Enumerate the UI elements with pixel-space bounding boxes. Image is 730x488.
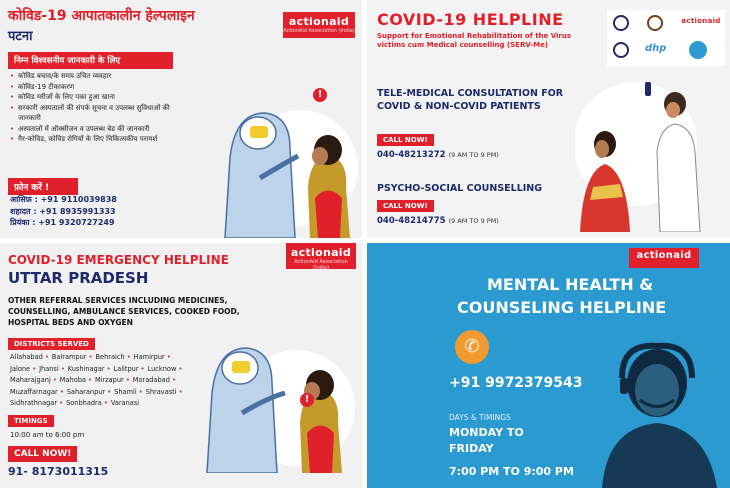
actionaid-logo: actionaid bbox=[629, 248, 699, 268]
info-heading: निम्न विश्वसनीय जानकारी के लिए bbox=[8, 52, 173, 69]
alert-icon: ! bbox=[313, 88, 327, 102]
poster-title: COVID-19 EMERGENCY HELPLINE bbox=[8, 253, 229, 267]
doctor-patient-illustration bbox=[575, 72, 725, 232]
call-now-button[interactable]: CALL NOW! bbox=[8, 446, 77, 462]
health-worker-illustration bbox=[197, 323, 362, 473]
alert-icon: ! bbox=[300, 393, 314, 407]
district-item: Moradabad • bbox=[133, 375, 176, 387]
timings-label: TIMINGS bbox=[8, 415, 54, 427]
partner-emblem-icon bbox=[647, 15, 663, 31]
list-item: • गैर-कोविड, कोविड रोगियों के लिए चिकित्सकीय परामर्श bbox=[10, 134, 185, 145]
call-now-button[interactable]: CALL NOW! bbox=[377, 134, 434, 146]
partner-emblem-icon bbox=[613, 42, 629, 58]
district-item: Mahoba • bbox=[60, 375, 92, 387]
district-item: Hamirpur • bbox=[134, 352, 171, 364]
district-item: Shravasti • bbox=[146, 387, 183, 399]
partner-emblem-icon bbox=[613, 15, 629, 31]
poster-title-line1: MENTAL HEALTH & bbox=[487, 275, 654, 294]
patna-helpline-poster bbox=[0, 0, 362, 238]
uttar-pradesh-helpline-poster bbox=[0, 243, 362, 488]
services-description: OTHER REFERRAL SERVICES INCLUDING MEDICINES, COUNSELLING, AMBULANCE SERVICES, COOKED FOOD, HOSPITAL BEDS AND OXYGEN bbox=[8, 296, 240, 327]
call-now-button[interactable]: CALL NOW! bbox=[377, 200, 434, 212]
partner-emblem-icon bbox=[689, 41, 707, 59]
info-list bbox=[10, 71, 185, 145]
timings-value: 10:00 am to 6:00 pm bbox=[10, 431, 85, 439]
poster-title: COVID-19 HELPLINE bbox=[377, 10, 564, 29]
district-item: Lucknow • bbox=[148, 364, 183, 376]
phone-number bbox=[377, 216, 499, 226]
service-counselling: PSYCHO-SOCIAL COUNSELLING bbox=[377, 183, 543, 194]
phone-number bbox=[377, 150, 499, 160]
call-label: फ़ोन करें ! bbox=[8, 178, 78, 195]
region-title: UTTAR PRADESH bbox=[8, 269, 149, 287]
contact-phone[interactable]: आसिफ़ : +91 9110039838 bbox=[10, 195, 117, 204]
poster-subtitle: Support for Emotional Rehabilitation of the Virus victims cum Medical counselling (SERV-Me) bbox=[377, 32, 572, 49]
list-item: • कोविड बचाव/के समय उचित व्यवहार bbox=[10, 71, 185, 82]
district-item: Jalone • bbox=[10, 364, 36, 376]
district-item: Sonbhadra • bbox=[66, 398, 108, 410]
actionaid-logo: actionaid ActionAid Association (India) bbox=[283, 12, 355, 38]
mental-health-helpline-poster bbox=[367, 243, 730, 488]
actionaid-logo: actionaid bbox=[681, 17, 721, 29]
contact-list bbox=[10, 194, 117, 229]
contact-phone[interactable]: शहादत : +91 8935991333 bbox=[10, 206, 116, 216]
service-telemedicine: TELE-MEDICAL CONSULTATION FOR COVID & NON-COVID PATIENTS bbox=[377, 88, 564, 112]
district-item: Saharanpur • bbox=[67, 387, 111, 399]
contact-phone[interactable]: प्रियंका : +91 9320727249 bbox=[10, 218, 115, 227]
district-item: Sidhrathnagar • bbox=[10, 398, 63, 410]
districts-list bbox=[10, 352, 200, 410]
days-value-line2: FRIDAY bbox=[449, 442, 494, 455]
poster-title-line2: COUNSELING HELPLINE bbox=[457, 298, 667, 317]
district-item: Varanasi bbox=[110, 399, 140, 407]
districts-label: DISTRICTS SERVED bbox=[8, 338, 95, 350]
phone-number[interactable]: +91 9972379543 bbox=[449, 375, 583, 391]
poster-city: पटना bbox=[8, 29, 33, 44]
phone-number-text[interactable]: 040-48213272 bbox=[377, 150, 446, 160]
health-worker-illustration bbox=[190, 88, 360, 238]
list-item: • कोविड-19 टीकाकरण bbox=[10, 82, 185, 93]
phone-number[interactable]: 91- 8173011315 bbox=[8, 465, 109, 478]
district-item: Lalitpur • bbox=[114, 364, 145, 376]
district-item: Muzaffarnagar • bbox=[10, 387, 64, 399]
list-item: • सरकारी अस्पतालों की संपर्क सूचना व उपलब्ध सुविधाओं की जानकारी bbox=[10, 103, 185, 124]
poster-title: कोविड-19 आपातकालीन हेल्पलाइन bbox=[8, 8, 195, 24]
district-item: Balrampur • bbox=[52, 352, 93, 364]
district-item: Jhansi • bbox=[39, 364, 65, 376]
counselor-portrait bbox=[592, 338, 722, 488]
phone-icon: ✆ bbox=[455, 330, 489, 364]
phone-number-text[interactable]: 040-48214775 bbox=[377, 216, 446, 226]
days-label: DAYS & TIMINGS bbox=[449, 413, 511, 422]
actionaid-logo: actionaid ActionAid Association (India) bbox=[286, 243, 356, 269]
district-item: Shamli • bbox=[114, 387, 143, 399]
dhp-logo: dhp bbox=[645, 43, 667, 54]
hours-value: 7:00 PM TO 9:00 PM bbox=[449, 465, 574, 478]
list-item: • कोविड मरीजों के लिए पका हुआ खाना bbox=[10, 92, 185, 103]
district-item: Behraich • bbox=[96, 352, 131, 364]
partner-logo-strip bbox=[607, 10, 725, 66]
district-item: Maharajganj • bbox=[10, 375, 57, 387]
district-item: Mirzapur • bbox=[95, 375, 130, 387]
district-item: Allahabad • bbox=[10, 352, 49, 364]
days-value-line1: MONDAY TO bbox=[449, 426, 524, 439]
serv-me-helpline-poster bbox=[367, 0, 730, 238]
service-hours: (9 AM TO 9 PM) bbox=[448, 217, 499, 225]
district-item: Kushinagar • bbox=[68, 364, 111, 376]
list-item: • अस्पतालों में ऑक्सीजन व उपलब्ध बेड की जानकारी bbox=[10, 124, 185, 135]
service-hours: (9 AM TO 9 PM) bbox=[448, 151, 499, 159]
